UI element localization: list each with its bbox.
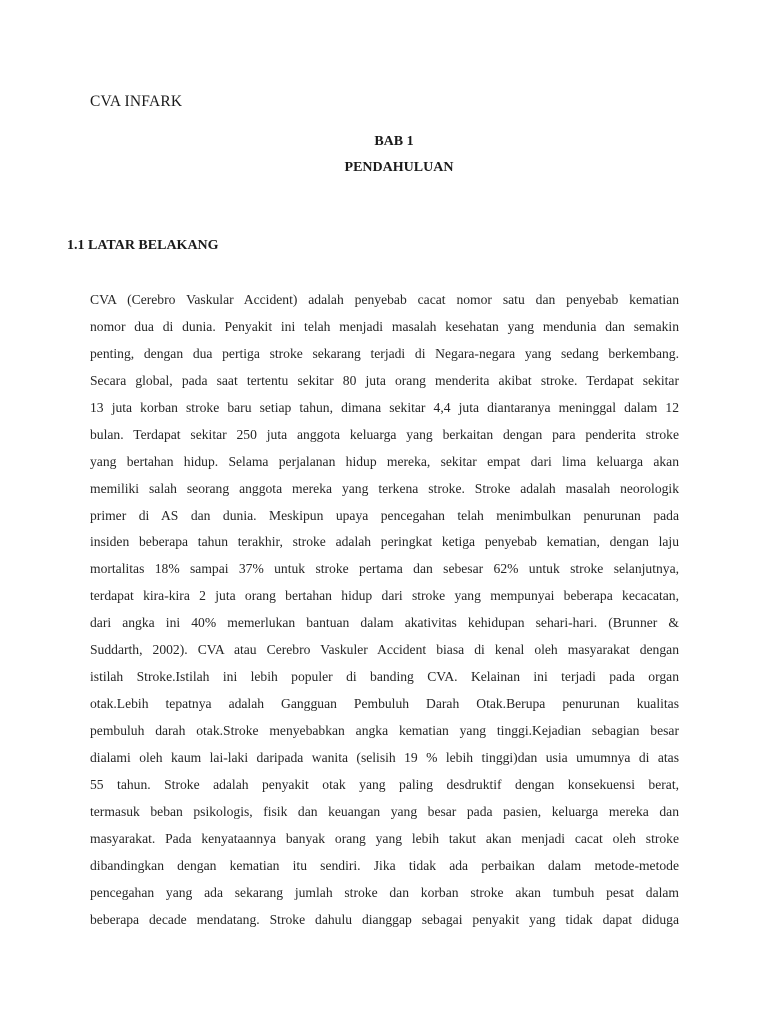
paragraph-line: yang bertahan hidup. Selama perjalanan hidup mereka, sekitar empat dari lima keluarga akan: [90, 453, 679, 469]
paragraph-line: dialami oleh kaum lai-laki daripada wanita (selisih 19 % lebih tinggi)dan usia umumnya di atas: [90, 749, 679, 765]
paragraph-line: CVA (Cerebro Vaskular Accident) adalah penyebab cacat nomor satu dan penyebab kematian: [90, 292, 679, 307]
paragraph-line: Suddarth, 2002). CVA atau Cerebro Vaskuler Accident biasa di kenal oleh masyarakat dengan: [90, 642, 679, 658]
paragraph-line: terdapat kira-kira 2 juta orang bertahan hidup dari stroke yang mempunyai beberapa kecacatan,: [90, 588, 679, 604]
document-title: CVA INFARK: [90, 93, 183, 110]
paragraph-line: pembuluh darah otak.Stroke menyebabkan angka kematian yang tinggi.Kejadian sebagian besar: [90, 723, 679, 738]
paragraph-line: memiliki salah seorang anggota mereka yang terkena stroke. Stroke adalah masalah neorologik: [90, 480, 679, 496]
paragraph-line: masyarakat. Pada kenyataannya banyak orang yang lebih takut akan menjadi cacat oleh stroke: [90, 830, 679, 846]
paragraph-line: Secara global, pada saat tertentu sekitar 80 juta orang menderita akibat stroke. Terdapat sekitar: [90, 372, 679, 388]
chapter-title: PENDAHULUAN: [344, 160, 454, 175]
chapter-number: BAB 1: [374, 134, 414, 149]
paragraph-line: bulan. Terdapat sekitar 250 juta anggota keluarga yang berkaitan dengan para penderita stroke: [90, 426, 679, 442]
paragraph-line: 13 juta korban stroke baru setiap tahun, dimana sekitar 4,4 juta diantaranya meninggal dalam 12: [90, 399, 679, 415]
paragraph-line: primer di AS dan dunia. Meskipun upaya pencegahan telah menimbulkan penurunan pada: [90, 507, 679, 523]
paragraph-line: nomor dua di dunia. Penyakit ini telah menjadi masalah kesehatan yang mendunia dan semakin: [90, 318, 679, 334]
paragraph-line: otak.Lebih tepatnya adalah Gangguan Pembuluh Darah Otak.Berupa penurunan kualitas: [90, 696, 679, 712]
paragraph-line: dari angka ini 40% memerlukan bantuan dalam akativitas kehidupan sehari-hari. (Brunner &: [90, 615, 679, 631]
paragraph-line: penting, dengan dua pertiga stroke sekarang terjadi di Negara-negara yang sedang berkembang.: [90, 345, 679, 361]
paragraph-line: beberapa decade mendatang. Stroke dahulu dianggap sebagai penyakit yang tidak dapat diduga: [90, 911, 679, 927]
body-paragraph: [90, 287, 679, 934]
paragraph-line: insiden beberapa tahun terakhir, stroke adalah peringkat ketiga penyebab kematian, dengan laju: [90, 534, 679, 550]
paragraph-line: istilah Stroke.Istilah ini lebih populer di banding CVA. Kelainan ini terjadi pada organ: [90, 669, 679, 685]
section-heading: 1.1 LATAR BELAKANG: [67, 238, 219, 253]
paragraph-line: 55 tahun. Stroke adalah penyakit otak yang paling desdruktif dengan konsekuensi berat,: [90, 776, 679, 792]
paragraph-line: mortalitas 18% sampai 37% untuk stroke pertama dan sebesar 62% untuk stroke selanjutnya,: [90, 561, 679, 577]
paragraph-line: dibandingkan dengan kematian itu sendiri. Jika tidak ada perbaikan dalam metode-metode: [90, 857, 679, 873]
paragraph-line: termasuk beban psikologis, fisik dan keuangan yang besar pada pasien, keluarga mereka dan: [90, 803, 679, 819]
paragraph-line: pencegahan yang ada sekarang jumlah stroke dan korban stroke akan tumbuh pesat dalam: [90, 884, 679, 900]
